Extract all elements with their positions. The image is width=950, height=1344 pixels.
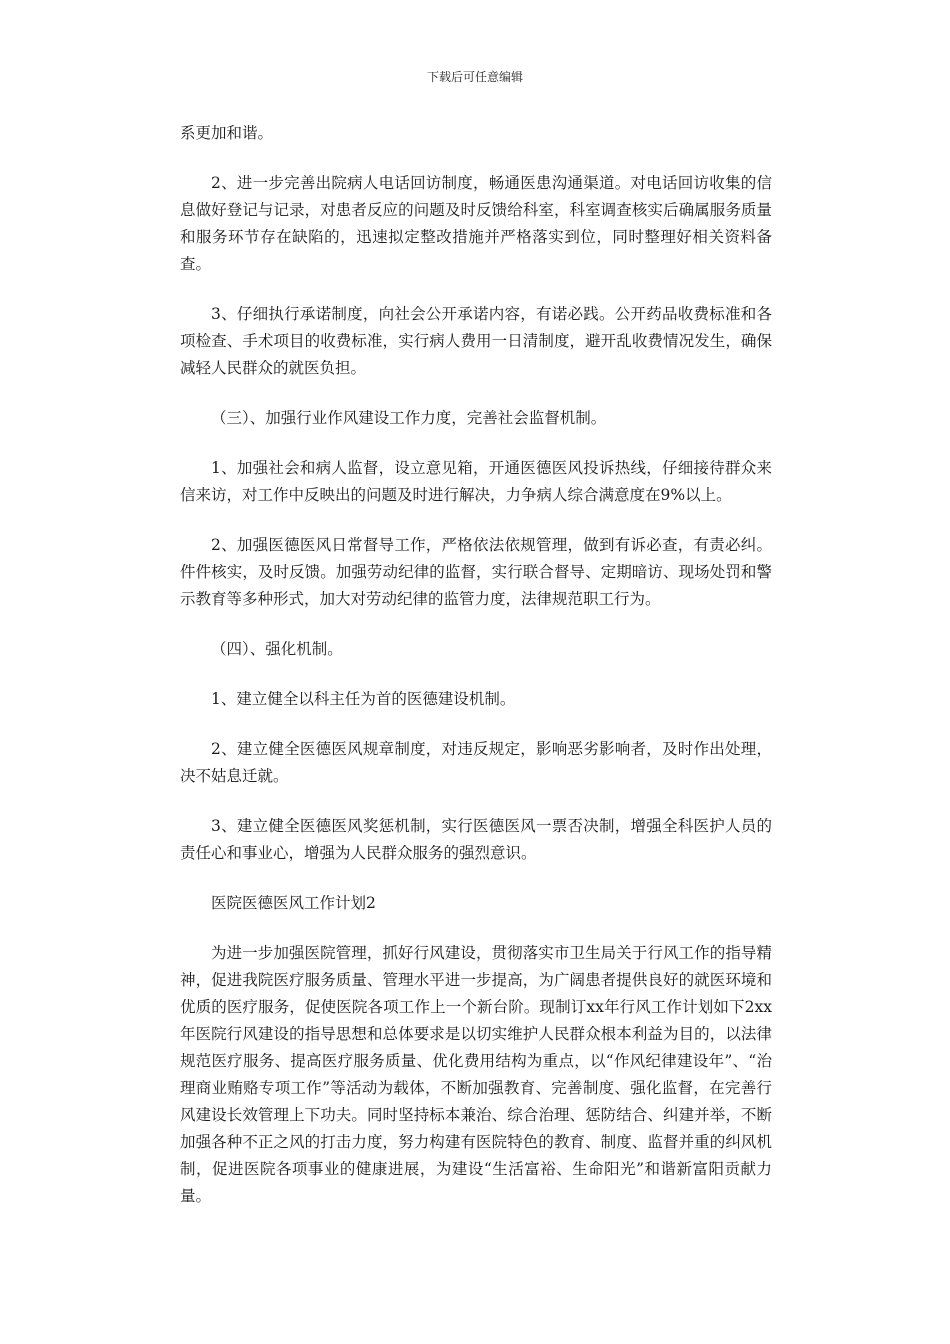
section-heading-4: （四）、强化机制。 [211,640,343,658]
paragraph-mechanism-2: 2、建立健全医德医风规章制度，对违反规定，影响恶劣影响者，及时作出处理，决不姑息迁就。 [180,740,772,785]
page-header: 下载后可任意编辑 [426,70,523,84]
section-heading-3: （三）、加强行业作风建设工作力度，完善社会监督机制。 [211,409,607,427]
paragraph-continuation: 系更加和谐。 [180,124,274,142]
paragraph-daily-supervision: 2、加强医德医风日常督导工作，严格依法依规管理，做到有诉必查，有责必纠。件件核实，及时反馈。加强劳动纪律的监督，实行联合督导、定期暗访、现场处罚和警示教育等多种形式，加大对劳动纪律的监管力度，法律规范职工行为。 [180,536,772,608]
paragraph-plan-2-intro: 为进一步加强医院管理，抓好行风建设，贯彻落实市卫生局关于行风工作的指导精神，促进我院医疗服务质量、管理水平进一步提高，为广阔患者提供良好的就医环境和优质的医疗服务，促使医院各项工作上一个新台阶。现制订xx年行风工作计划如下2xx年医院行风建设的指导思想和总体要求是以切实维护人民群众根本利益为目的，以法律规范医疗服务、提高医疗服务质量、优化费用结构为重点，以“作风纪律建设年”、“治理商业贿赂专项工作”等活动为载体，不断加强教育、完善制度、强化监督，在完善行风建设长效管理上下功夫。同时坚持标本兼治、综合治理、惩防结合、纠建并举，不断加强各种不正之风的打击力度，努力构建有医院特色的教育、制度、监督并重的纠风机制，促进医院各项事业的健康进展，为建设“生活富裕、生命阳光”和谐新富阳贡献力量。 [180,944,772,1205]
paragraph-commitment-system: 3、仔细执行承诺制度，向社会公开承诺内容，有诺必践。公开药品收费标准和各项检查、手术项目的收费标准，实行病人费用一日清制度，避开乱收费情况发生，确保减轻人民群众的就医负担。 [180,305,772,377]
document-body [180,120,772,1233]
paragraph-social-supervision: 1、加强社会和病人监督，设立意见箱，开通医德医风投诉热线，仔细接待群众来信来访，对工作中反映出的问题及时进行解决，力争病人综合满意度在9%以上。 [180,459,772,504]
plan-title-2: 医院医德医风工作计划2 [211,894,376,912]
paragraph-callback-system: 2、进一步完善出院病人电话回访制度，畅通医患沟通渠道。对电话回访收集的信息做好登记与记录，对患者反应的问题及时反馈给科室，科室调查核实后确属服务质量和服务环节存在缺陷的，迅速拟定整改措施并严格落实到位，同时整理好相关资料备查。 [180,174,772,273]
paragraph-mechanism-1: 1、建立健全以科主任为首的医德建设机制。 [211,690,516,708]
paragraph-mechanism-3: 3、建立健全医德医风奖惩机制，实行医德医风一票否决制，增强全科医护人员的责任心和事业心，增强为人民群众服务的强烈意识。 [180,817,772,862]
